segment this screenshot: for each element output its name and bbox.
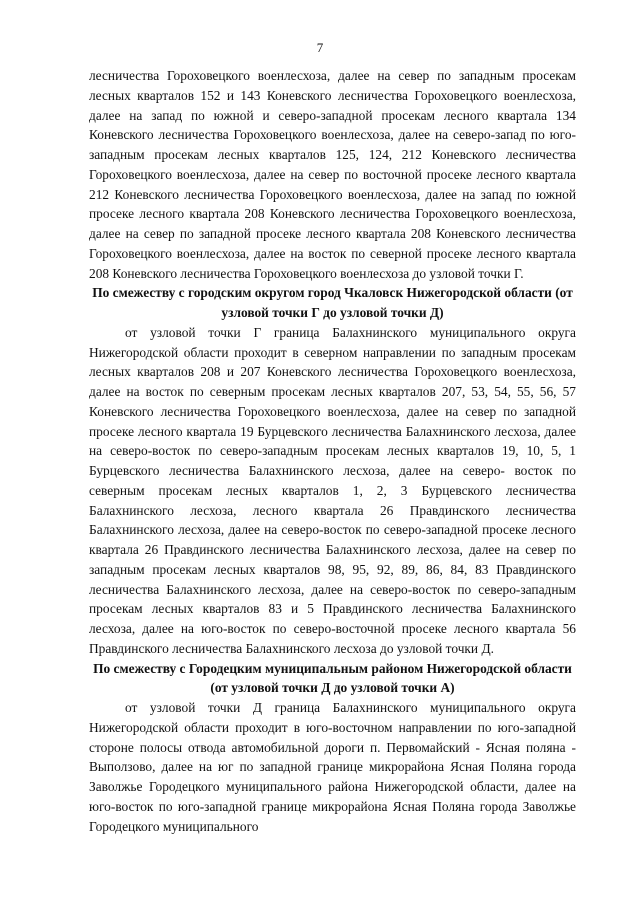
page-number: 7 [316,40,324,55]
section-body-chkalovsk: от узловой точки Г граница Балахнинского муниципального округа Нижегородской области проходит в северном направлении по западным просекам лесных кварталов 208 и 207 Коневского лесничества Гороховецкого военлесхоза, далее на восток по северным просекам лесных кварталов 207, 53, 54, 55, 56, 57 Коневского лесничества Гороховецкого военлесхоза, далее на север по западной просеке лесного квартала 19 Бурцевского лесничества Балахнинского лесхоза, далее на северо-восток по северо-западным просекам лесных кварталов 19, 10, 5, 1 Бурцевского лесничества Балахнинского лесхоза, далее на северо- восток по северным просекам лесных кварталов 1, 2, 3 Бурцевского лесничества Балахнинского лесхоза, лесного квартала 26 Правдинского лесничества Балахнинского лесхоза, далее на северо-восток по северо-западной просеке лесного квартала 26 Правдинского лесничества Балахнинского лесхоза, далее на север по западным просекам лесных кварталов 98, 95, 92, 89, 86, 84, 83 Правдинского лесничества Балахнинского лесхоза, далее на северо-восток по северо-западным просекам лесных кварталов 83 и 5 Правдинского лесничества Балахнинского лесхоза, далее на юго-восток по северо-восточной просеке лесного квартала 56 Правдинского лесничества Балахнинского лесхоза до узловой точки Д. [89,324,576,656]
section-heading-chkalovsk: По смежеству с городским округом город Чкаловск Нижегородской области (от узловой точки Г до узловой точки Д) [92,285,573,320]
intro-paragraph: лесничества Гороховецкого военлесхоза, далее на север по западным просекам лесных кварталов 152 и 143 Коневского лесничества Гороховецкого военлесхоза, далее на запад по южной и северо-западной просекам лесного квартала 134 Коневского лесничества Гороховецкого военлесхоза, далее на северо-запад по юго-западным просекам лесных кварталов 125, 124, 212 Коневского лесничества Гороховецкого военлесхоза, далее на север по восточной просеке лесного квартала 212 Коневского лесничества Гороховецкого военлесхоза, далее на запад по южной просеке лесного квартала 208 Коневского лесничества Гороховецкого военлесхоза, далее на север по западной просеке лесного квартала 208 Коневского лесничества Гороховецкого военлесхоза, далее на восток по северной просеке лесного квартала 208 Коневского лесничества Гороховецкого военлесхоза до узловой точки Г. [89,68,576,281]
section-heading-gorodets: По смежеству с Городецким муниципальным районом Нижегородской области (от узловой точки Д до узловой точки А) [93,660,572,696]
section-body-gorodets: от узловой точки Д граница Балахнинского муниципального округа Нижегородской области проходит в юго-восточном направлении по юго-западной стороне полосы отвода автомобильной дороги п. Первомайский - Ясная поляна - Выползово, далее на юг по западной границе микрорайона Ясная Поляна города Заволжье Городецкого муниципального района Нижегородской области, далее на юго-восток по юго-западной границе микрорайона Ясная Поляна города Заволжье Городецкого муниципального [89,700,576,834]
document-body [89,66,576,836]
